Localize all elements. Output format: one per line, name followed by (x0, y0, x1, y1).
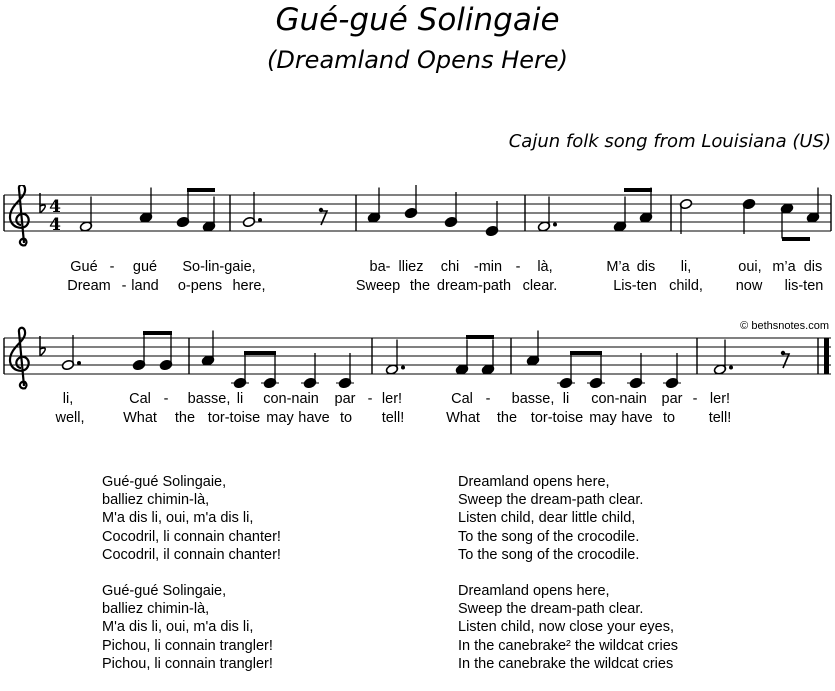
note (806, 188, 819, 224)
syllable: m’a (772, 259, 796, 275)
verse-line: In the canebrake the wildcat cries (458, 655, 674, 672)
note (526, 331, 539, 367)
syllable: ler! (381, 391, 403, 407)
verses-english (458, 473, 678, 691)
syllable: - (163, 391, 169, 407)
beam (187, 188, 215, 192)
syllable: dis (636, 259, 656, 275)
beam (782, 237, 810, 241)
rest-dot (319, 208, 323, 212)
verse-line: Listen child, now close your eyes, (458, 619, 674, 636)
syllable: li (562, 391, 570, 407)
syllable: the (496, 410, 518, 426)
syllable: basse, (187, 391, 231, 407)
syllable: Gué (70, 259, 98, 275)
beam (570, 351, 602, 355)
notes-system-2 (61, 331, 789, 389)
note (367, 188, 380, 224)
syllable: land (131, 278, 159, 294)
syllable: So-lin-gaie, (182, 259, 256, 275)
syllable: ler! (709, 391, 731, 407)
note (404, 185, 417, 219)
syllable: - (692, 391, 698, 407)
syllable: lis-ten (784, 278, 824, 294)
syllable: - (121, 278, 127, 294)
verse-line: Gué-gué Solingaie, (102, 583, 227, 600)
syllable: Cal (129, 391, 151, 407)
syllable: o-pens (177, 278, 223, 294)
syllable: child, (669, 278, 703, 294)
treble-clef-icon (10, 185, 29, 245)
note (444, 192, 457, 228)
syllable: - (367, 391, 373, 407)
note (261, 353, 279, 389)
verse-line: M'a dis li, oui, m'a dis li, (102, 619, 254, 636)
note (176, 192, 189, 228)
note (679, 198, 692, 234)
note (780, 203, 793, 239)
verse-line: Dreamland opens here, (458, 474, 610, 490)
syllable: chi (440, 259, 460, 275)
syllable: Sweep (355, 278, 401, 294)
syllable: par (334, 391, 356, 407)
syllable: tor-toise (530, 410, 584, 426)
composer-credit: Cajun folk song from Louisiana (US) (508, 131, 831, 152)
verse-line: balliez chimin-là, (102, 601, 210, 618)
syllable: li (236, 391, 244, 407)
note (202, 197, 215, 233)
verse-line: To the song of the crocodile. (458, 528, 640, 545)
syllable: tor-toise (207, 410, 261, 426)
syllable: gué (132, 259, 158, 275)
syllable: What (446, 410, 480, 426)
note (742, 198, 755, 234)
syllable: to (339, 410, 353, 426)
verse-line: Pichou, li connain trangler! (102, 637, 273, 654)
syllable: here, (232, 278, 266, 294)
syllable: dream-path (436, 278, 512, 294)
verse-line: Gué-gué Solingaie, (102, 474, 227, 490)
staff-system-2 (0, 318, 835, 433)
note (557, 353, 575, 389)
syllable: oui, (738, 259, 762, 275)
treble-clef-icon (10, 328, 29, 389)
final-barline (824, 338, 829, 374)
syllable: là, (537, 259, 553, 275)
syllable: ba- (369, 259, 391, 275)
song-subtitle: (Dreamland Opens Here) (266, 46, 569, 74)
verse-line: Cocodril, li connain chanter! (102, 528, 281, 545)
syllable: con-nain (591, 391, 647, 407)
syllable: have (298, 410, 330, 426)
note (139, 188, 152, 224)
note (231, 353, 249, 389)
syllable: What (123, 410, 157, 426)
note (613, 197, 626, 233)
syllable: Cal (451, 391, 473, 407)
staff-system-1 (0, 185, 835, 300)
syllable: M’a (606, 259, 630, 275)
syllable: the (409, 278, 431, 294)
syllable: par (661, 391, 683, 407)
syllable: basse, (511, 391, 555, 407)
syllable: clear. (522, 278, 558, 294)
verse-line: To the song of the crocodile. (458, 546, 640, 563)
syllable: - (109, 259, 115, 275)
verses-french (102, 473, 281, 691)
copyright-notice: © bethsnotes.com (740, 320, 829, 332)
note (336, 353, 354, 389)
note (455, 340, 468, 376)
verse-line: balliez chimin-là, (102, 492, 210, 509)
syllable: may (266, 410, 294, 426)
time-signature-bottom: 4 (49, 215, 61, 235)
syllable: Lis-ten (613, 278, 657, 294)
note (485, 201, 498, 237)
note (159, 335, 172, 371)
syllable: the (174, 410, 196, 426)
note (385, 340, 405, 376)
beam (624, 188, 652, 192)
lyrics-line-1 (70, 259, 822, 275)
note (132, 335, 145, 371)
note (481, 340, 494, 376)
verse-line: Pichou, li connain trangler! (102, 655, 273, 672)
note (201, 331, 214, 367)
flat-sign-icon (40, 193, 45, 213)
note (713, 340, 733, 376)
stanza-2 (458, 582, 678, 673)
verse-line: In the canebrake² the wildcat cries (458, 637, 679, 654)
syllable: dis (803, 259, 823, 275)
syllable: have (621, 410, 653, 426)
beam (244, 351, 276, 355)
note (627, 353, 645, 389)
syllable: tell! (708, 410, 732, 426)
verse-line: M'a dis li, oui, m'a dis li, (102, 510, 254, 527)
song-title: Gué-gué Solingaie (275, 2, 560, 38)
beam (143, 331, 172, 335)
note (79, 197, 92, 233)
syllable: tell! (381, 410, 405, 426)
time-signature-top: 4 (49, 197, 61, 217)
verse-line: Dreamland opens here, (458, 583, 610, 600)
syllable: well, (55, 410, 85, 426)
note (301, 353, 319, 389)
syllable: li, (680, 259, 692, 275)
syllable: - (485, 391, 491, 407)
syllable: lliez (398, 259, 424, 275)
syllable: con-nain (263, 391, 319, 407)
verse-line: Cocodril, il connain chanter! (102, 546, 281, 563)
beam (466, 335, 494, 339)
syllable: - (515, 259, 521, 275)
note (663, 353, 681, 389)
note (537, 197, 557, 233)
syllable: now (735, 278, 763, 294)
note (639, 188, 652, 224)
stanza-2 (102, 582, 281, 673)
stanza-1 (458, 473, 678, 564)
stanza-1 (102, 473, 281, 564)
note (587, 353, 605, 389)
verse-line: Sweep the dream-path clear. (458, 492, 644, 509)
syllable: -min (473, 259, 503, 275)
verse-line: Sweep the dream-path clear. (458, 601, 644, 618)
lyrics-line-2 (67, 278, 823, 294)
lyrics-line-2 (54, 410, 731, 426)
verse-line: Listen child, dear little child, (458, 510, 636, 527)
syllable: may (589, 410, 617, 426)
lyrics-line-1 (63, 391, 730, 407)
rest-dot (781, 351, 785, 355)
syllable: li, (62, 391, 74, 407)
syllable: to (662, 410, 676, 426)
flat-sign-icon (40, 336, 45, 356)
syllable: Dream (67, 278, 111, 294)
